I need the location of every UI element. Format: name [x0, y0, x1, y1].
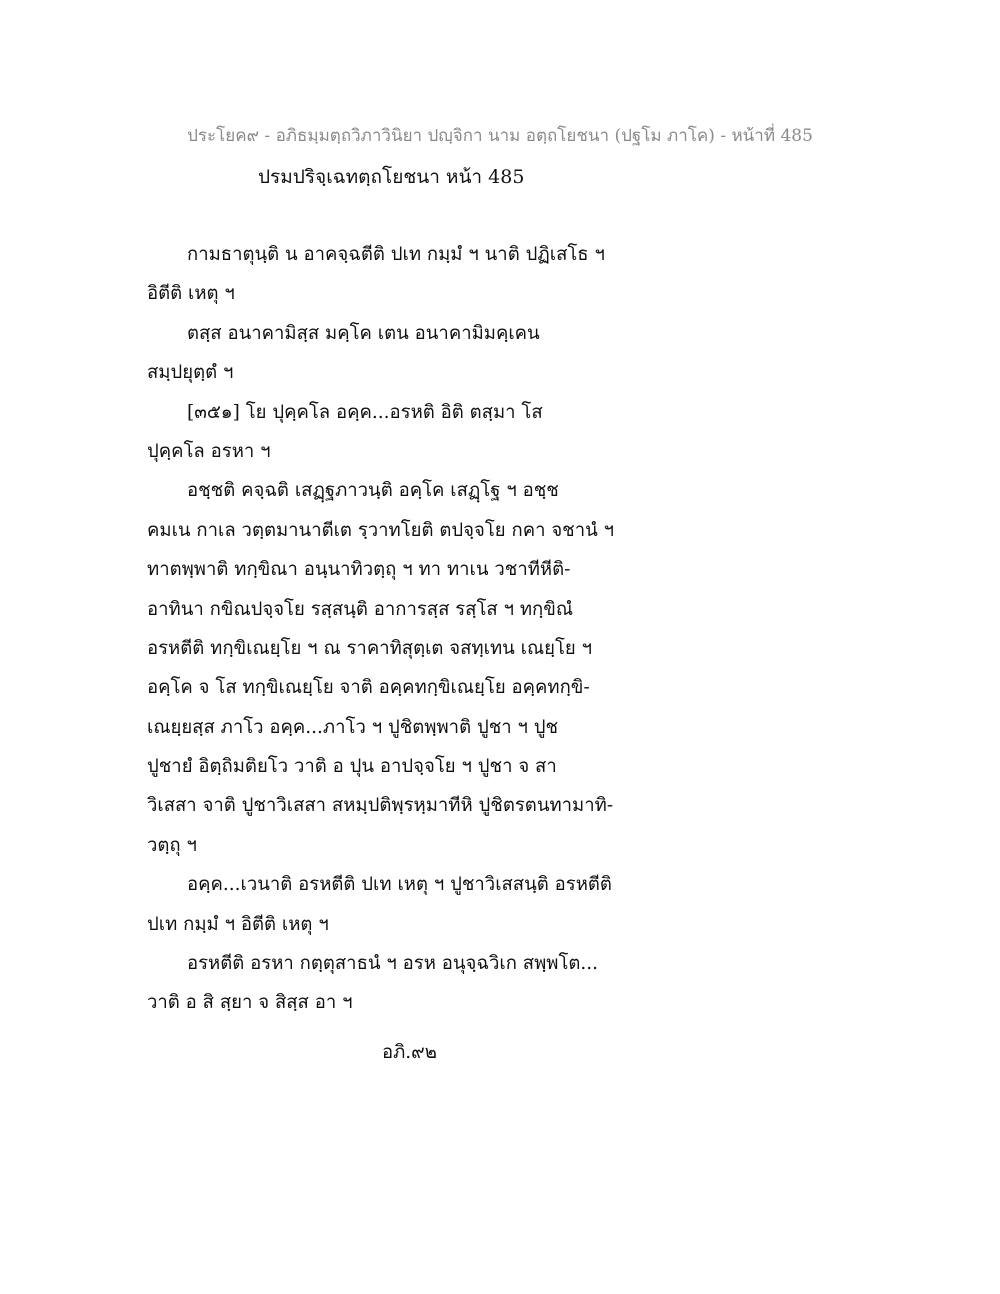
body-line: อาทินา กขิณปจฺจโย รสฺสนฺติ อาการสฺส รสฺโส ฯ ทกฺขิณํ	[147, 598, 574, 620]
body-text	[147, 240, 667, 1028]
body-line: ปเท กมฺมํ ฯ อิตีติ เหตุ ฯ	[147, 913, 329, 935]
body-line: คมเน กาเล วตฺตมานาตีเต รฺวาทโยติ ตปจฺจโย กคา จชานํ ฯ	[147, 519, 615, 541]
body-line: อรหตีติ ทกฺขิเณยฺโย ฯ ณ ราคาทิสุตฺเต จสทฺเทน เณยฺโย ฯ	[147, 637, 593, 659]
page-reference: อภิ.๙๒	[382, 1042, 437, 1063]
body-line: วิเสสา จาติ ปูชาวิเสสา สหมฺปติพฺรหฺมาทีหิ ปูชิตรตนทามาทิ-	[147, 795, 614, 817]
running-header: ประโยค๙ - อภิธมฺมตฺถวิภาวินิยา ปญฺจิกา นาม อตฺถโยชนา (ปฐโม ภาโค) - หน้าที่ 485	[187, 126, 813, 146]
chapter-title: ปรมปริจฺเฉทตฺถโยชนา หน้า 485	[258, 166, 525, 188]
body-line: ปูชายํ อิตฺถิมติยโว วาติ อ ปุน อาปจฺจโย ฯ ปูชา จ สา	[147, 756, 557, 778]
body-line: สมฺปยุตฺตํ ฯ	[147, 362, 234, 384]
body-line: ทาตพฺพาติ ทกฺขิณา อนฺนาทิวตฺถุ ฯ ทา ทาเน วชาทีหีติ-	[147, 559, 571, 581]
body-line: อชฺชติ คจฺฉติ เสฏฺฐภาวนฺติ อคฺโค เสฏฺโฐ ฯ อชฺช	[187, 480, 559, 502]
body-line: อคฺโค จ โส ทกฺขิเณยฺโย จาติ อคฺคทกฺขิเณยฺโย อคฺคทกฺขิ-	[147, 677, 590, 699]
body-line: อิตีติ เหตุ ฯ	[147, 283, 235, 305]
body-line: กามธาตุนฺติ น อาคจฺฉตีติ ปเท กมฺมํ ฯ นาติ ปฏิเสโธ ฯ	[187, 244, 605, 265]
body-line: [๓๕๑] โย ปุคฺคโล อคฺค...อรหติ อิติ ตสฺมา โส	[187, 401, 543, 423]
body-line: เณยฺยสฺส ภาโว อคฺค...ภาโว ฯ ปูชิตพฺพาติ ปูชา ฯ ปูช	[147, 716, 559, 738]
body-line: ปุคฺคโล อรหา ฯ	[147, 440, 271, 462]
body-line: วตฺถุ ฯ	[147, 834, 197, 856]
body-line: อคฺค...เวนาติ อรหตีติ ปเท เหตุ ฯ ปูชาวิเสสนฺติ อรหตีติ	[187, 874, 612, 896]
body-line: ตสฺส อนาคามิสฺส มคฺโค เตน อนาคามิมคฺเคน	[187, 322, 540, 344]
body-line: อรหตีติ อรหา กตฺตุสาธนํ ฯ อรห อนุจฺฉวิเก สพฺพโต...	[187, 953, 599, 975]
body-line: วาติ อ สิ สฺยา จ สิสฺส อา ฯ	[147, 992, 353, 1014]
